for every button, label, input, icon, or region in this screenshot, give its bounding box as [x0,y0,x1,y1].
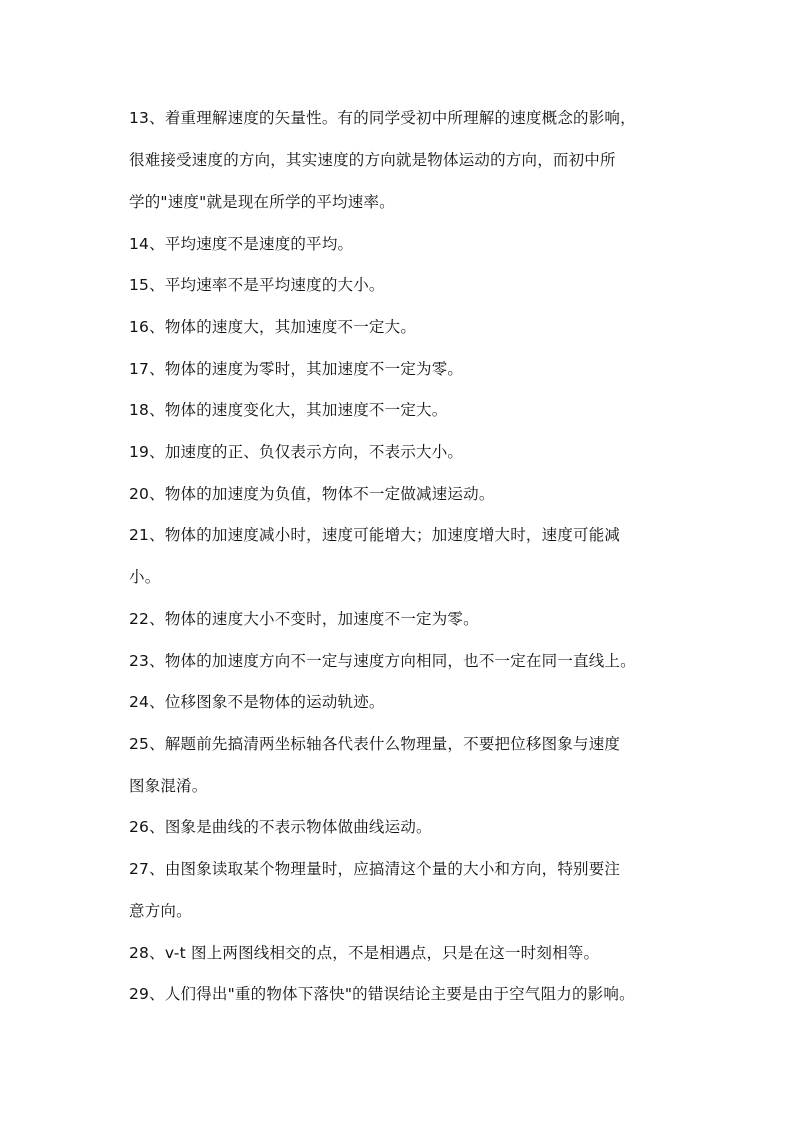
item-14: 14、平均速度不是速度的平均。 [129,235,354,253]
item-25-line-2: 图象混淆。 [129,777,208,795]
item-26: 26、图象是曲线的不表示物体做曲线运动。 [129,818,432,836]
item-13-line-1: 13、着重理解速度的矢量性。有的同学受初中所理解的速度概念的影响， [129,109,636,127]
item-21-line-2: 小。 [129,568,161,586]
item-24: 24、位移图象不是物体的运动轨迹。 [129,693,385,711]
item-20: 20、物体的加速度为负值，物体不一定做减速运动。 [129,485,495,503]
item-28: 28、v-t 图上两图线相交的点，不是相遇点，只是在这一时刻相等。 [129,944,600,962]
item-15: 15、平均速率不是平均速度的大小。 [129,276,385,294]
item-18: 18、物体的速度变化大，其加速度不一定大。 [129,401,448,419]
item-27-line-1: 27、由图象读取某个物理量时，应搞清这个量的大小和方向，特别要注 [129,860,621,878]
item-16: 16、物体的速度大，其加速度不一定大。 [129,318,417,336]
item-13-line-3: 学的"速度"就是现在所学的平均速率。 [129,193,395,211]
item-17: 17、物体的速度为零时，其加速度不一定为零。 [129,360,464,378]
item-22: 22、物体的速度大小不变时，加速度不一定为零。 [129,610,479,628]
item-21-line-1: 21、物体的加速度减小时，速度可能增大；加速度增大时，速度可能减 [129,526,621,544]
item-19: 19、加速度的正、负仅表示方向，不表示大小。 [129,443,464,461]
item-27-line-2: 意方向。 [129,902,192,920]
item-23: 23、物体的加速度方向不一定与速度方向相同，也不一定在同一直线上。 [129,652,636,670]
item-13-line-2: 很难接受速度的方向，其实速度的方向就是物体运动的方向，而初中所 [129,151,616,169]
item-29: 29、人们得出"重的物体下落快"的错误结论主要是由于空气阻力的影响。 [129,985,635,1003]
item-25-line-1: 25、解题前先搞清两坐标轴各代表什么物理量，不要把位移图象与速度 [129,735,621,753]
